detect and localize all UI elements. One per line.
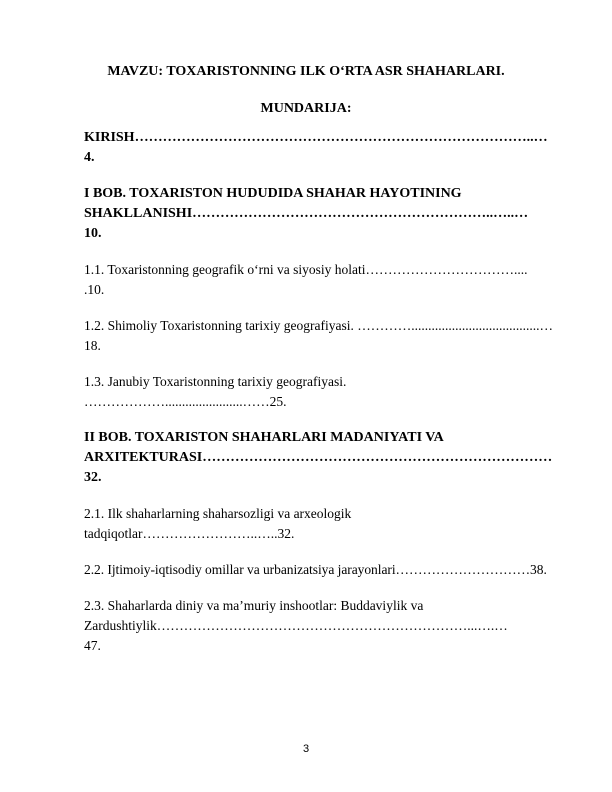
toc-entry-text: 1.3. Janubiy Toxaristonning tarixiy geografiyasi.	[84, 374, 347, 389]
toc-entry-text: Zardushtiylik……………………………………………………………...….…	[84, 618, 508, 633]
toc-entry-page: 4.	[84, 150, 95, 165]
toc-entry-kirish[interactable]	[84, 128, 576, 168]
toc-entry-page: ……………….......................……25.	[84, 394, 287, 409]
toc-entry-page: 18.	[84, 338, 101, 353]
toc-entry-chapter-1[interactable]	[84, 184, 576, 244]
document-title: MAVZU: TOXARISTONNING ILK O‘RTA ASR SHAHARLARI.	[107, 64, 505, 79]
toc-entry-text: 1.1. Toxaristonning geografik o‘rni va siyosiy holati……………………………....	[84, 262, 528, 277]
toc-heading: MUNDARIJA:	[260, 101, 352, 116]
toc-entry-1-1[interactable]	[84, 260, 576, 300]
table-of-contents	[84, 128, 576, 656]
page-number: 3	[302, 743, 310, 755]
toc-entry-text: SHAKLLANISHI………………………………………………………..…..…	[84, 206, 529, 221]
toc-entry-text: 2.3. Shaharlarda diniy va ma’muriy inshootlar: Buddaviylik va	[84, 598, 424, 613]
toc-entry-text: 1.2. Shimoliy Toxaristonning tarixiy geografiyasi. …………......................................…	[84, 318, 554, 333]
toc-entry-2-1[interactable]	[84, 504, 576, 544]
toc-entry-1-2[interactable]	[84, 316, 576, 356]
toc-entry-text: 2.2. Ijtimoiy-iqtisodiy omillar va urbanizatsiya jarayonlari…………………………38.	[84, 562, 547, 577]
toc-entry-text: ARXITEKTURASI…………………………………………………………………	[84, 450, 553, 465]
toc-entry-text: I BOB. TOXARISTON HUDUDIDA SHAHAR HAYOTINING	[84, 186, 462, 201]
toc-entry-1-3[interactable]	[84, 372, 576, 412]
toc-entry-2-2[interactable]	[84, 560, 576, 580]
toc-entry-page: 47.	[84, 638, 101, 653]
toc-entry-page: tadqiqotlar……………………..…..32.	[84, 526, 295, 541]
toc-entry-text: 2.1. Ilk shaharlarning shaharsozligi va arxeologik	[84, 506, 352, 521]
toc-entry-text: II BOB. TOXARISTON SHAHARLARI MADANIYATI VA	[84, 430, 444, 445]
toc-entry-page: .10.	[84, 282, 105, 297]
toc-entry-2-3[interactable]	[84, 596, 576, 656]
toc-entry-page: 10.	[84, 226, 102, 241]
toc-entry-text: KIRISH…………………………………………………………………………..…	[84, 130, 548, 145]
toc-entry-page: 32.	[84, 470, 102, 485]
toc-entry-chapter-2[interactable]	[84, 428, 576, 488]
